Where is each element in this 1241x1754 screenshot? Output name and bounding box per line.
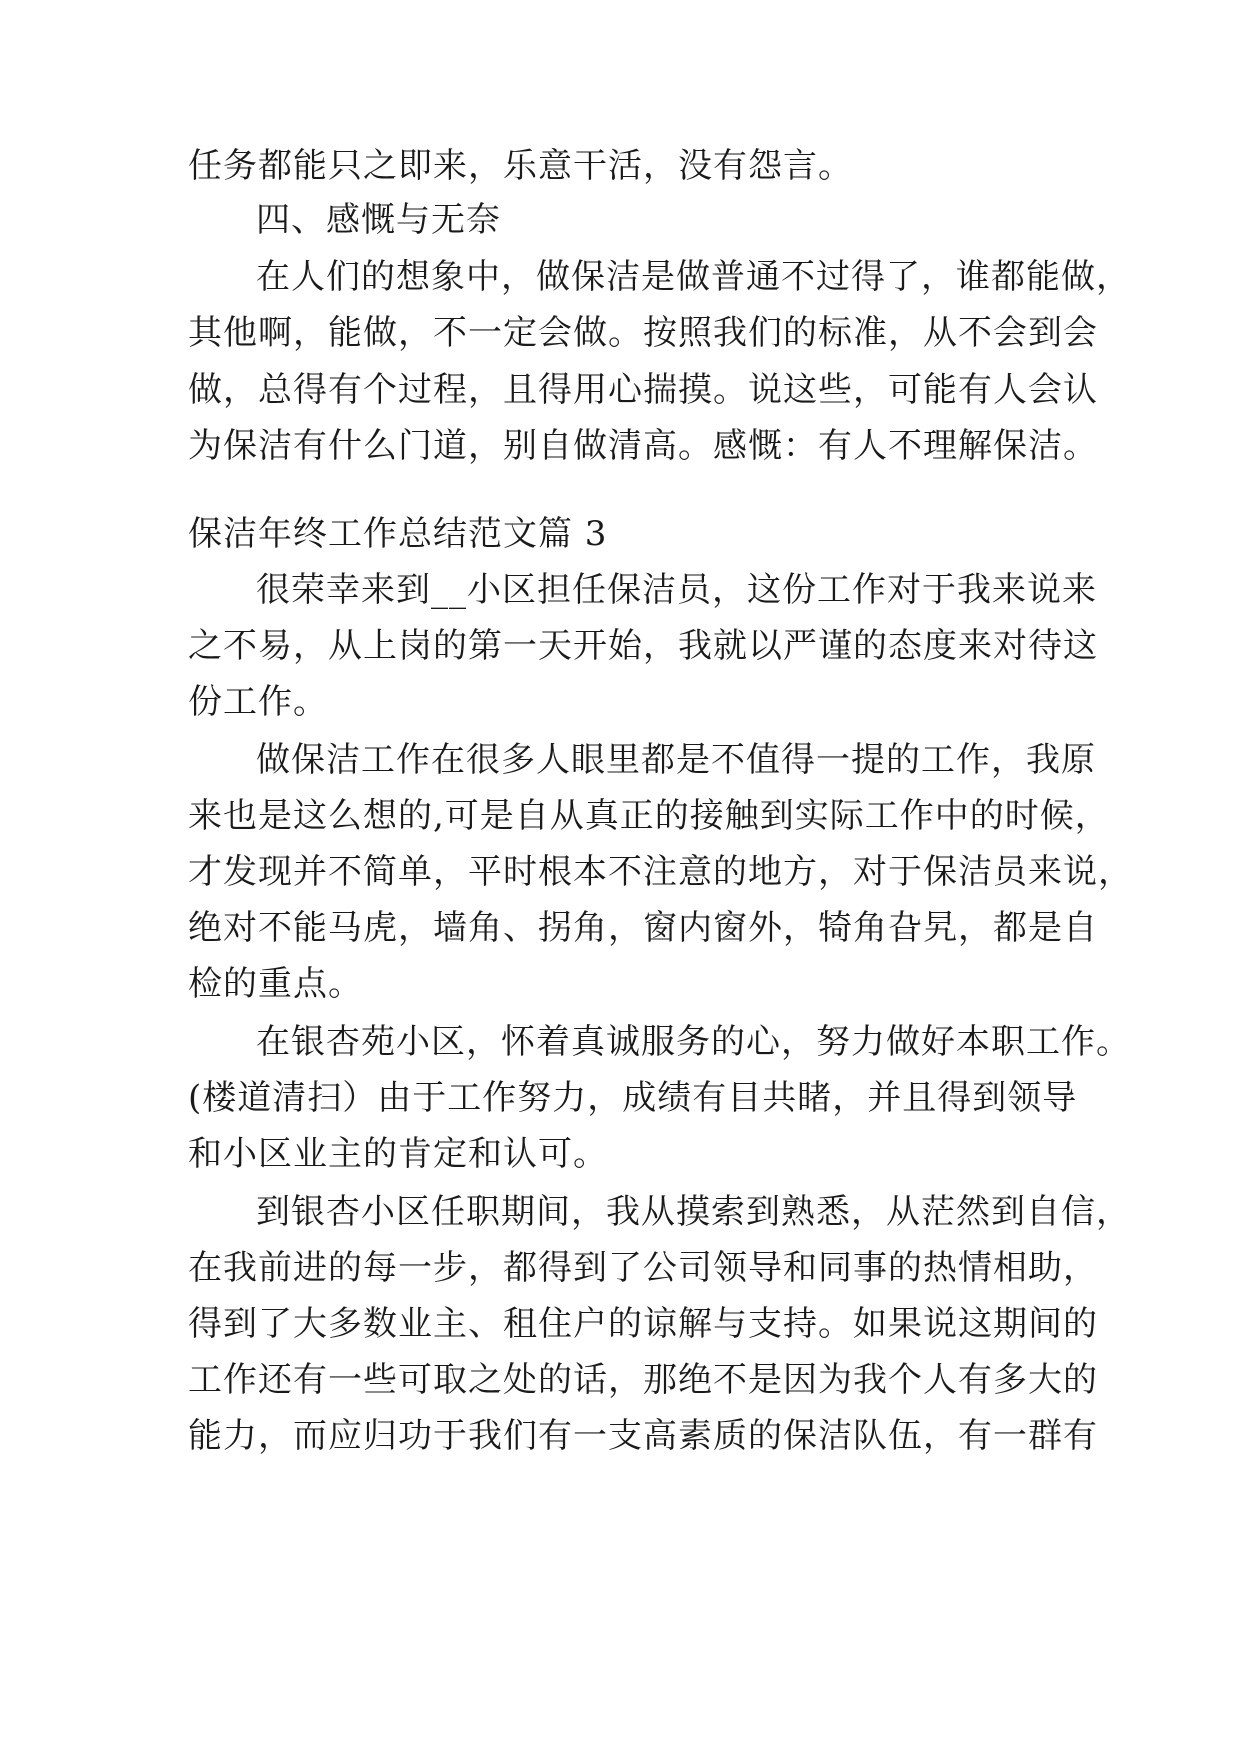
text-line: 任务都能只之即来，乐意干活，没有怨言。	[188, 146, 853, 186]
section-title: 保洁年终工作总结范文篇 3	[188, 514, 608, 554]
text-line: 做，总得有个过程，且得用心揣摸。说这些，可能有人会认	[188, 370, 1098, 410]
text-line: 在我前进的每一步，都得到了公司领导和同事的热情相助，	[188, 1248, 1098, 1288]
text-line: 绝对不能马虎，墙角、拐角，窗内窗外，犄角旮旯，都是自	[188, 908, 1098, 948]
text-line: 工作还有一些可取之处的话，那绝不是因为我个人有多大的	[188, 1360, 1098, 1400]
text-line: 做保洁工作在很多人眼里都是不值得一提的工作，我原	[256, 740, 1096, 780]
text-line: 之不易，从上岗的第一天开始，我就以严谨的态度来对待这	[188, 626, 1098, 666]
text-line: 能力，而应归功于我们有一支高素质的保洁队伍，有一群有	[188, 1416, 1098, 1456]
text-line: 在银杏苑小区，怀着真诚服务的心，努力做好本职工作。	[256, 1022, 1131, 1062]
text-line: 在人们的想象中，做保洁是做普通不过得了，谁都能做，	[256, 257, 1131, 297]
text-line: 和小区业主的肯定和认可。	[188, 1134, 608, 1174]
text-line: 其他啊，能做，不一定会做。按照我们的标准，从不会到会	[188, 313, 1098, 353]
section-heading: 四、感慨与无奈	[256, 200, 501, 240]
text-line: 来也是这么想的,可是自从真正的接触到实际工作中的时候，	[188, 796, 1110, 836]
text-line: 得到了大多数业主、租住户的谅解与支持。如果说这期间的	[188, 1304, 1098, 1344]
text-line: 为保洁有什么门道，别自做清高。感慨：有人不理解保洁。	[188, 426, 1098, 466]
text-line: (楼道清扫）由于工作努力，成绩有目共睹，并且得到领导	[188, 1078, 1078, 1118]
text-line: 才发现并不简单，平时根本不注意的地方，对于保洁员来说，	[188, 852, 1133, 892]
text-line: 检的重点。	[188, 964, 363, 1004]
text-line: 份工作。	[188, 682, 328, 722]
text-line: 到银杏小区任职期间，我从摸索到熟悉，从茫然到自信，	[256, 1192, 1131, 1232]
text-line: 很荣幸来到__小区担任保洁员，这份工作对于我来说来	[256, 570, 1097, 610]
